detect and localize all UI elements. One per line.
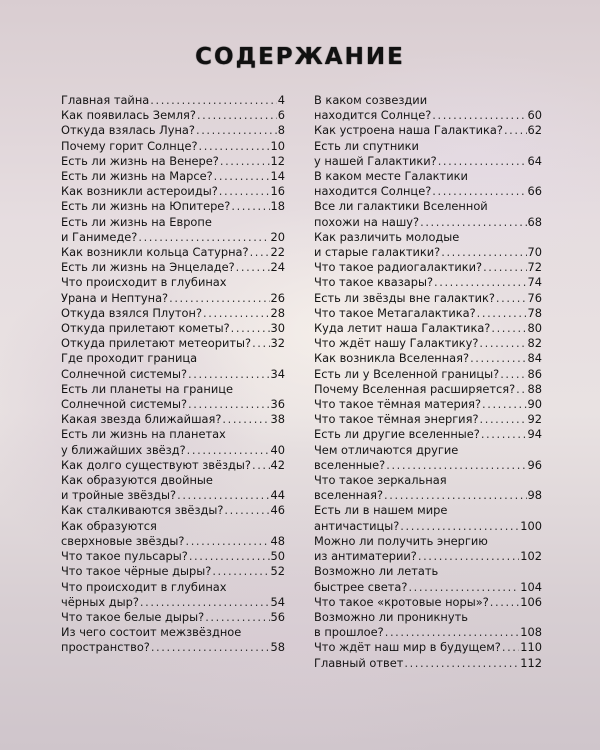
toc-entry-title-line: Как различить молодые	[314, 229, 460, 244]
toc-entry-row	[61, 108, 285, 123]
toc-entry	[61, 503, 285, 518]
toc-page-number: 66	[527, 184, 542, 199]
toc-entry	[61, 382, 285, 412]
toc-page-number: 110	[520, 640, 542, 655]
dot-leader	[516, 382, 526, 397]
toc-entry	[314, 412, 542, 427]
toc-entry-title: Есть ли жизнь на Венере?	[61, 153, 219, 168]
toc-page-number: 10	[270, 138, 285, 153]
toc-entry-title: Откуда прилетают метеориты?	[61, 336, 252, 351]
toc-entry-title: вселенная?	[314, 488, 384, 503]
toc-entry-title: Что такое тёмная материя?	[314, 397, 482, 412]
dot-leader	[250, 245, 270, 260]
dot-leader	[231, 321, 270, 336]
dot-leader	[188, 397, 269, 412]
dot-leader	[224, 503, 269, 518]
toc-entry-title: Есть ли звёзды вне галактик?	[314, 290, 495, 305]
toc-entry-title-line: В каком созвездии	[314, 93, 428, 107]
toc-entry-title: сверхновые звёзды?	[61, 533, 185, 548]
toc-entry	[314, 260, 542, 275]
toc-page-number: 64	[527, 153, 542, 168]
toc-entry-row	[61, 184, 285, 199]
toc-entry	[314, 169, 542, 199]
toc-entry-row	[314, 351, 542, 366]
toc-entry-title-line: Как образуются двойные	[61, 473, 213, 488]
toc-entry-title: Что такое «кротовые норы»?	[314, 594, 489, 609]
dot-leader	[203, 306, 269, 321]
toc-entry	[314, 351, 542, 366]
toc-entry-title: Главный ответ	[314, 655, 404, 670]
toc-page-number: 30	[270, 321, 285, 336]
dot-leader	[220, 154, 270, 169]
toc-entry-title: Солнечной системы?	[61, 397, 188, 412]
toc-page-number: 112	[520, 655, 542, 670]
toc-page-number: 108	[520, 625, 542, 640]
dot-leader	[496, 291, 527, 306]
toc-page-number: 62	[527, 123, 542, 138]
dot-leader	[199, 139, 270, 154]
toc-entry-title: Как устроена наша Галактика?	[314, 123, 503, 138]
toc-entry	[314, 275, 542, 290]
toc-entry-row	[61, 230, 285, 245]
toc-entry-row	[314, 245, 542, 260]
dot-leader	[491, 321, 526, 336]
toc-entry-row	[61, 336, 285, 351]
toc-page-number: 14	[270, 169, 285, 184]
toc-entry-title-line: Что происходит в глубинах	[61, 579, 227, 594]
toc-entry	[314, 199, 542, 229]
toc-entry-row	[314, 625, 542, 640]
dot-leader	[490, 595, 519, 610]
toc-entry-title-line: Возможно ли летать	[314, 564, 439, 579]
toc-entry-row	[314, 321, 542, 336]
toc-entry-row	[314, 595, 542, 610]
dot-leader	[222, 412, 269, 427]
toc-entry-title: Как возникли кольца Сатурна?	[61, 245, 249, 260]
toc-entry-title: Есть ли жизнь на Энцеладе?	[61, 260, 235, 275]
toc-entry-row	[61, 123, 285, 138]
toc-right-column	[314, 93, 542, 671]
toc-entry-row	[61, 260, 285, 275]
toc-entry-row	[61, 503, 285, 518]
toc-entry	[61, 473, 285, 503]
toc-entry-row	[314, 291, 542, 306]
toc-entry-title: находится Солнце?	[314, 184, 432, 199]
toc-entry-title-line: Есть ли жизнь на планетах	[61, 427, 226, 442]
toc-entry-title-line: Где проходит граница	[61, 351, 198, 366]
toc-page-number: 88	[527, 381, 542, 396]
toc-entry	[314, 321, 542, 336]
toc-entry-title: Куда летит наша Галактика?	[314, 321, 491, 336]
toc-entry-title-line: Есть ли планеты на границе	[61, 381, 233, 396]
dot-leader	[434, 275, 526, 290]
toc-entry-title: Что ждёт наш мир в будущем?	[314, 640, 501, 655]
toc-entry	[61, 564, 285, 579]
toc-entry-row	[314, 336, 542, 351]
toc-page-number: 80	[527, 321, 542, 336]
toc-entry	[61, 275, 285, 305]
toc-entry-title-line: Что происходит в глубинах	[61, 275, 227, 290]
toc-entry-title: и тройные звёзды?	[61, 488, 177, 503]
toc-entry-row	[61, 610, 285, 625]
toc-entry	[61, 139, 285, 154]
toc-entry-title: Что такое Метагалактика?	[314, 305, 476, 320]
toc-page-number: 4	[277, 93, 285, 107]
toc-entry-row	[61, 139, 285, 154]
toc-entry-row	[314, 108, 542, 123]
toc-left-column	[61, 93, 285, 656]
toc-entry-row	[314, 488, 542, 503]
toc-entry-row	[61, 564, 285, 579]
toc-entry-title: античастицы?	[314, 518, 400, 533]
toc-entry-title: в прошлое?	[314, 625, 384, 640]
toc-entry-title: у нашей Галактики?	[314, 153, 437, 168]
toc-entry-row	[314, 656, 542, 671]
dot-leader	[252, 336, 269, 351]
toc-entry-title: Что такое чёрные дыры?	[61, 564, 212, 579]
toc-entry-row	[314, 397, 542, 412]
toc-entry-row	[314, 123, 542, 138]
toc-entry-title-line: Возможно ли проникнуть	[314, 609, 468, 624]
dot-leader	[482, 397, 526, 412]
toc-page-number: 96	[527, 457, 542, 472]
toc-page-number: 58	[270, 640, 285, 655]
toc-entry	[314, 123, 542, 138]
dot-leader	[408, 580, 519, 595]
toc-entry	[61, 245, 285, 260]
toc-page-number: 8	[277, 123, 285, 138]
toc-page-number: 60	[527, 108, 542, 123]
toc-entry-title: Почему Вселенная расширяется?	[314, 381, 516, 396]
toc-page-number: 52	[270, 564, 285, 579]
toc-page-number: 32	[270, 336, 285, 351]
toc-entry	[314, 473, 542, 503]
toc-page-number: 92	[527, 412, 542, 427]
dot-leader	[386, 458, 526, 473]
toc-entry	[61, 215, 285, 245]
toc-entry-title: пространство?	[61, 640, 150, 655]
toc-entry-title-line: Из чего состоит межзвёздное	[61, 625, 242, 640]
toc-entry-row	[61, 640, 285, 655]
toc-page-number: 26	[270, 290, 285, 305]
dot-leader	[385, 625, 520, 640]
toc-entry	[314, 139, 542, 169]
dot-leader	[205, 610, 269, 625]
toc-entry	[314, 291, 542, 306]
toc-entry	[314, 93, 542, 123]
toc-entry	[314, 443, 542, 473]
toc-entry	[314, 503, 542, 533]
dot-leader	[219, 184, 270, 199]
toc-entry-title-line: Есть ли спутники	[314, 138, 419, 153]
toc-page-number: 104	[520, 579, 542, 594]
toc-entry-title: Что такое радиогалактики?	[314, 260, 483, 275]
dot-leader	[470, 351, 526, 366]
page-title: СОДЕРЖАНИЕ	[195, 44, 405, 70]
toc-entry-row	[314, 640, 542, 655]
toc-page-number: 16	[270, 184, 285, 199]
toc-entry-row	[314, 427, 542, 442]
toc-entry	[61, 199, 285, 214]
toc-entry	[61, 306, 285, 321]
dot-leader	[479, 336, 526, 351]
toc-page-number: 34	[270, 366, 285, 381]
toc-page-number: 50	[270, 549, 285, 564]
dot-leader	[481, 427, 527, 442]
dot-leader	[177, 488, 269, 503]
toc-entry-title: похожи на нашу?	[314, 214, 420, 229]
toc-page-number: 94	[527, 427, 542, 442]
toc-entry-row	[61, 169, 285, 184]
toc-entry	[314, 367, 542, 382]
toc-entry-title: Есть ли у Вселенной границы?	[314, 366, 500, 381]
dot-leader	[480, 412, 527, 427]
toc-entry-title-line: Как образуются	[61, 518, 157, 533]
toc-page-number: 98	[527, 488, 542, 503]
toc-entry-row	[314, 549, 542, 564]
dot-leader	[188, 367, 269, 382]
toc-entry-title: Есть ли жизнь на Юпитере?	[61, 199, 231, 214]
toc-entry	[314, 656, 542, 671]
toc-entry-row	[61, 443, 285, 458]
toc-entry	[314, 382, 542, 397]
toc-entry-row	[61, 412, 285, 427]
toc-entry-row	[314, 519, 542, 534]
toc-entry	[61, 169, 285, 184]
toc-page-number: 82	[527, 336, 542, 351]
toc-entry-row	[314, 215, 542, 230]
dot-leader	[212, 564, 269, 579]
toc-page-number: 54	[270, 594, 285, 609]
toc-page-number: 70	[527, 245, 542, 260]
dot-leader	[189, 549, 270, 564]
toc-entry-title: Что ждёт нашу Галактику?	[314, 336, 479, 351]
toc-entry-row	[61, 199, 285, 214]
toc-entry-title: Есть ли другие вселенные?	[314, 427, 480, 442]
dot-leader	[432, 184, 526, 199]
dot-leader	[252, 458, 270, 473]
toc-entry-row	[61, 367, 285, 382]
toc-entry	[314, 427, 542, 442]
dot-leader	[477, 306, 527, 321]
toc-entry-title-line: Есть ли в нашем мире	[314, 503, 448, 518]
dot-leader	[150, 93, 276, 108]
toc-page-number: 6	[277, 108, 285, 123]
toc-entry	[61, 260, 285, 275]
dot-leader	[432, 108, 526, 123]
toc-entry-title: Как сталкиваются звёзды?	[61, 503, 224, 518]
dot-leader	[483, 260, 526, 275]
toc-entry	[61, 625, 285, 655]
toc-entry	[314, 336, 542, 351]
toc-page-number: 76	[527, 290, 542, 305]
dot-leader	[185, 534, 269, 549]
toc-entry-title: Как появилась Земля?	[61, 108, 196, 123]
dot-leader	[197, 108, 277, 123]
toc-entry-row	[314, 458, 542, 473]
toc-entry-title-line: Что такое зеркальная	[314, 473, 447, 488]
toc-entry	[61, 549, 285, 564]
toc-entry-row	[61, 291, 285, 306]
toc-entry-title: Солнечной системы?	[61, 366, 188, 381]
dot-leader	[502, 640, 519, 655]
toc-entry	[314, 397, 542, 412]
toc-entry-title-line: Все ли галактики Вселенной	[314, 199, 488, 214]
toc-entry	[314, 595, 542, 610]
toc-page-number: 24	[270, 260, 285, 275]
toc-entry-row	[314, 367, 542, 382]
toc-entry-row	[61, 458, 285, 473]
dot-leader	[438, 154, 527, 169]
dot-leader	[214, 169, 270, 184]
toc-page-number: 48	[270, 533, 285, 548]
toc-entry-title-line: Есть ли жизнь на Европе	[61, 214, 212, 229]
toc-page-number: 12	[270, 153, 285, 168]
toc-entry	[61, 184, 285, 199]
toc-entry-title: чёрных дыр?	[61, 594, 139, 609]
toc-entry-title: и Ганимеде?	[61, 229, 138, 244]
toc-entry-title-line: Можно ли получить энергию	[314, 533, 488, 548]
toc-entry-title: из антиматерии?	[314, 549, 417, 564]
toc-entry	[314, 306, 542, 321]
toc-entry-title: и старые галактики?	[314, 245, 441, 260]
toc-entry-title: Откуда прилетают кометы?	[61, 321, 230, 336]
toc-entry-title: Что такое пульсары?	[61, 549, 188, 564]
toc-entry-row	[314, 275, 542, 290]
toc-entry-row	[314, 260, 542, 275]
dot-leader	[500, 367, 526, 382]
toc-entry-title: Как возникли астероиды?	[61, 184, 218, 199]
toc-page-number: 86	[527, 366, 542, 381]
dot-leader	[404, 656, 519, 671]
toc-entry	[61, 321, 285, 336]
toc-entry-row	[61, 154, 285, 169]
toc-entry	[314, 230, 542, 260]
toc-entry-row	[314, 306, 542, 321]
toc-entry	[61, 580, 285, 610]
toc-entry-title: Что такое белые дыры?	[61, 609, 205, 624]
toc-entry	[314, 610, 542, 640]
toc-entry	[61, 336, 285, 351]
toc-entry-title: Урана и Нептуна?	[61, 290, 169, 305]
toc-entry	[61, 108, 285, 123]
dot-leader	[231, 199, 269, 214]
toc-entry-row	[314, 184, 542, 199]
toc-entry-row	[314, 412, 542, 427]
toc-entry-title: Что такое квазары?	[314, 275, 434, 290]
toc-page-number: 72	[527, 260, 542, 275]
toc-entry-title: Главная тайна	[61, 93, 150, 107]
toc-page-number: 46	[270, 503, 285, 518]
toc-entry	[314, 534, 542, 564]
toc-page-number: 78	[527, 305, 542, 320]
toc-entry	[61, 427, 285, 457]
toc-entry-row	[61, 321, 285, 336]
toc-entry-title: Откуда взялась Луна?	[61, 123, 195, 138]
toc-entry	[314, 640, 542, 655]
toc-entry-title: быстрее света?	[314, 579, 408, 594]
toc-entry-row	[61, 397, 285, 412]
dot-leader	[169, 291, 269, 306]
toc-page-number: 90	[527, 397, 542, 412]
toc-entry	[314, 564, 542, 594]
toc-page-number: 40	[270, 442, 285, 457]
toc-entry	[61, 154, 285, 169]
toc-entry-row	[61, 245, 285, 260]
toc-page-number: 42	[270, 457, 285, 472]
dot-leader	[236, 260, 270, 275]
toc-entry-row	[314, 580, 542, 595]
toc-entry-title: Как долго существуют звёзды?	[61, 457, 251, 472]
toc-entry-title: Как возникла Вселенная?	[314, 351, 470, 366]
toc-page-number: 84	[527, 351, 542, 366]
toc-entry-title: Есть ли жизнь на Марсе?	[61, 169, 213, 184]
dot-leader	[384, 488, 526, 503]
dot-leader	[140, 595, 270, 610]
dot-leader	[187, 443, 270, 458]
toc-entry-title: у ближайших звёзд?	[61, 442, 186, 457]
toc-page-number: 74	[527, 275, 542, 290]
toc-entry-title: находится Солнце?	[314, 108, 432, 123]
toc-entry-row	[61, 93, 285, 108]
toc-page-number: 22	[270, 245, 285, 260]
toc-entry	[61, 610, 285, 625]
toc-entry-title: Откуда взялся Плутон?	[61, 305, 203, 320]
toc-entry-title-line: В каком месте Галактики	[314, 169, 468, 184]
toc-page-number: 106	[520, 594, 542, 609]
toc-page-number: 68	[527, 214, 542, 229]
toc-page-number: 20	[270, 229, 285, 244]
toc-entry-row	[61, 534, 285, 549]
toc-page-number: 28	[270, 305, 285, 320]
toc-entry-row	[314, 382, 542, 397]
toc-page-number: 38	[270, 412, 285, 427]
dot-leader	[400, 519, 519, 534]
toc-entry	[61, 123, 285, 138]
toc-page-number: 56	[270, 609, 285, 624]
toc-entry-row	[61, 488, 285, 503]
dot-leader	[138, 230, 269, 245]
toc-entry-title: вселенные?	[314, 457, 386, 472]
toc-entry	[61, 93, 285, 108]
dot-leader	[420, 215, 526, 230]
toc-page-number: 102	[520, 549, 542, 564]
toc-entry-row	[61, 306, 285, 321]
toc-entry	[61, 351, 285, 381]
toc-entry	[61, 412, 285, 427]
toc-entry-title: Почему горит Солнце?	[61, 138, 198, 153]
toc-entry-title: Что такое тёмная энергия?	[314, 412, 479, 427]
toc-entry-row	[61, 549, 285, 564]
toc-entry-row	[61, 595, 285, 610]
toc-entry-title-line: Чем отличаются другие	[314, 442, 459, 457]
toc-page-number: 100	[520, 518, 542, 533]
dot-leader	[196, 123, 277, 138]
toc-page-number: 18	[270, 199, 285, 214]
dot-leader	[418, 549, 519, 564]
toc-page-number: 36	[270, 397, 285, 412]
toc-page-number: 44	[270, 488, 285, 503]
dot-leader	[504, 123, 527, 138]
toc-entry-row	[314, 154, 542, 169]
dot-leader	[441, 245, 526, 260]
dot-leader	[151, 640, 270, 655]
toc-entry-title: Какая звезда ближайшая?	[61, 412, 222, 427]
toc-entry	[61, 519, 285, 549]
toc-entry	[61, 458, 285, 473]
